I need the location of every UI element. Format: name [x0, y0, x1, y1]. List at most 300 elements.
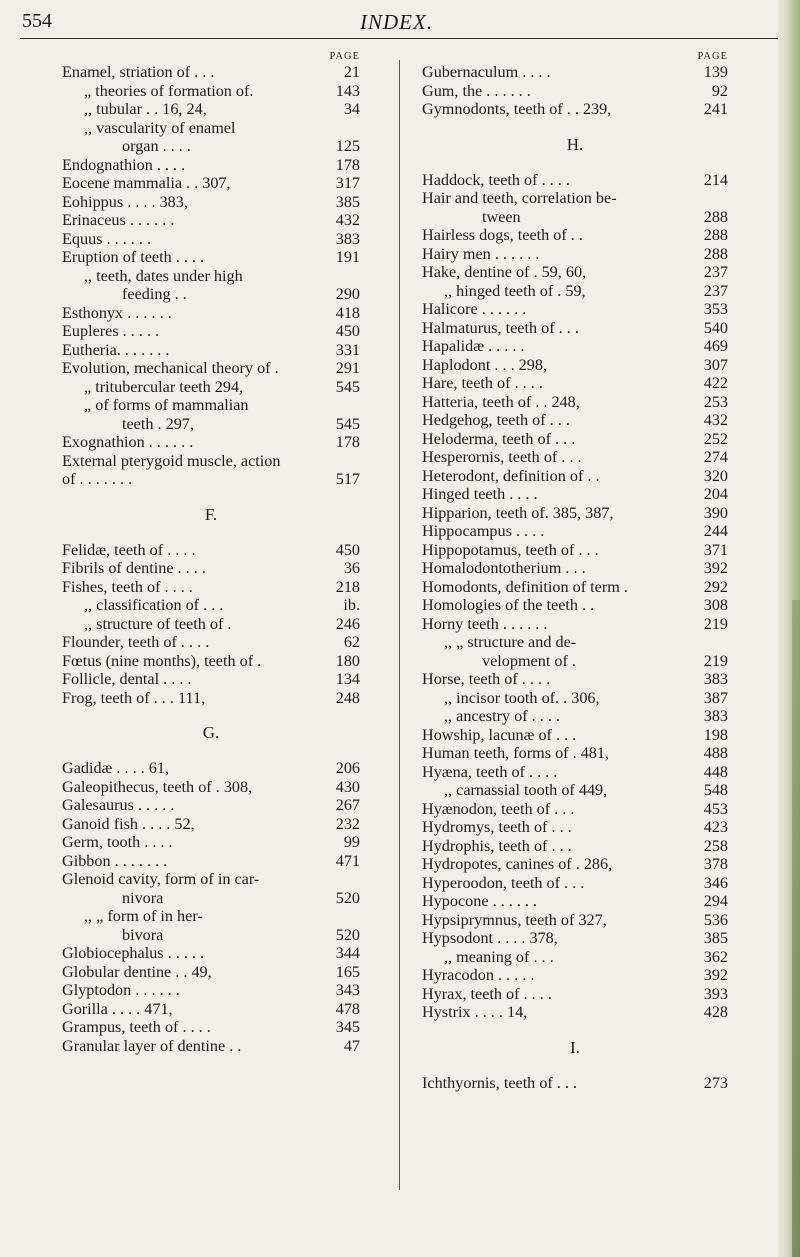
index-entry-text: Erinaceus . . . . . . — [62, 211, 175, 229]
index-entry — [62, 322, 360, 341]
index-entry — [62, 778, 360, 797]
index-entry — [422, 744, 728, 763]
index-entry-text: Endognathion . . . . — [62, 155, 186, 174]
index-entry — [62, 230, 360, 249]
index-entry-text: Horny teeth . . . . . . — [422, 614, 548, 633]
index-entry-text: Flounder, teeth of . . . . — [62, 633, 210, 651]
index-entry — [422, 707, 728, 726]
index-entry-page: 362 — [703, 947, 728, 966]
index-entry — [62, 137, 360, 156]
index-entry-page: 219 — [703, 614, 728, 633]
index-entry-page: 99 — [343, 833, 360, 851]
index-entry-page: 292 — [703, 577, 728, 596]
index-entry — [62, 433, 360, 452]
index-entry — [62, 359, 360, 378]
index-entry-text: Homalodontotherium . . . — [422, 559, 586, 577]
index-entry — [62, 100, 360, 119]
index-entry-text: Human teeth, forms of . 481, — [422, 744, 610, 762]
index-entry-text: of . . . . . . . — [62, 470, 133, 488]
index-entry — [62, 963, 360, 982]
index-entry-text: Esthonyx . . . . . . — [62, 303, 172, 322]
index-entry-page: 178 — [335, 155, 360, 174]
index-entry-text: Eocene mammalia . . 307, — [62, 174, 231, 192]
index-entry — [62, 1018, 360, 1037]
index-entry — [422, 689, 728, 708]
index-entry-text: Evolution, mechanical theory of . — [62, 359, 279, 377]
index-entry — [62, 870, 360, 889]
index-entry — [422, 356, 728, 375]
index-entry-text: Hypsiprymnus, teeth of 327, — [422, 910, 607, 929]
index-entry-page: 308 — [703, 596, 728, 614]
index-entry — [62, 852, 360, 871]
index-entry-page: 237 — [703, 263, 728, 281]
index-entry — [422, 966, 728, 985]
index-entry — [422, 263, 728, 282]
index-entry — [422, 467, 728, 486]
index-entry-text: ,, meaning of . . . — [444, 947, 554, 966]
index-entry-text: ,, structure of teeth of . — [84, 614, 232, 633]
index-entry-text: Eruption of teeth . . . . — [62, 248, 205, 266]
index-entry-text: ,, classification of . . . — [84, 596, 224, 614]
section-letter: F. — [204, 504, 218, 524]
index-entry — [62, 174, 360, 193]
index-entry — [422, 82, 728, 101]
index-entry — [422, 189, 728, 208]
index-entry — [422, 855, 728, 874]
index-entry-text: Germ, tooth . . . . — [62, 833, 173, 851]
index-entry-page: 383 — [703, 707, 728, 725]
index-entry-page: 517 — [335, 470, 360, 488]
index-entry — [422, 411, 728, 430]
index-entry — [422, 652, 728, 671]
index-entry — [62, 615, 360, 634]
index-entry — [422, 319, 728, 338]
index-entry-text: Hesperornis, teeth of . . . — [422, 448, 582, 466]
index-entry — [62, 82, 360, 101]
index-entry-page: 540 — [703, 318, 728, 337]
index-entry-page: 62 — [343, 633, 360, 651]
index-entry-text: Gubernaculum . . . . — [422, 63, 551, 81]
index-entry-page: 430 — [335, 777, 360, 796]
index-entry-text: ,, carnassial tooth of 449, — [444, 781, 608, 799]
index-entry-text: Gorilla . . . . 471, — [62, 999, 173, 1018]
index-entry-page: 288 — [703, 207, 728, 226]
index-entry — [62, 689, 360, 708]
index-entry-page: 125 — [335, 137, 360, 155]
index-entry-text: Eupleres . . . . . — [62, 322, 160, 340]
index-entry — [422, 1003, 728, 1022]
index-entry — [422, 448, 728, 467]
index-entry — [62, 304, 360, 323]
index-entry-text: Haplodont . . . 298, — [422, 355, 547, 374]
index-entry-page: 291 — [335, 359, 360, 377]
index-entry-page: 453 — [703, 799, 728, 818]
index-entry-page: 378 — [703, 855, 728, 873]
index-entry-page: 180 — [335, 651, 360, 670]
index-entry — [62, 211, 360, 230]
section-letter: I. — [570, 1037, 580, 1057]
index-entry-text: Heterodont, definition of . . — [422, 466, 600, 485]
index-entry — [62, 759, 360, 778]
index-entry-text: Howship, lacunæ of . . . — [422, 725, 577, 744]
section-letter: G. — [202, 723, 220, 742]
index-entry-text: Hippocampus . . . . — [422, 522, 545, 540]
index-entry-text: Hatteria, teeth of . . 248, — [422, 392, 580, 411]
index-entry-text: Hydromys, teeth of . . . — [422, 818, 572, 836]
index-entry-text: Ichthyornis, teeth of . . . — [422, 1073, 578, 1092]
index-entry-page: 390 — [703, 503, 728, 522]
index-entry — [422, 504, 728, 523]
index-entry-page: 393 — [703, 984, 728, 1003]
index-entry-text: External pterygoid muscle, action — [62, 451, 281, 470]
index-entry-text: ,, incisor tooth of. . 306, — [444, 688, 600, 707]
index-entry-page: 383 — [335, 229, 360, 248]
index-entry-page: 218 — [335, 577, 360, 596]
index-entry-text: ,, „ form of in her- — [84, 907, 203, 925]
index-entry-page: 92 — [711, 81, 728, 100]
index-entry-text: ,, teeth, dates under high — [84, 266, 243, 285]
index-entry-page: 317 — [335, 174, 360, 192]
index-entry-text: velopment of . — [482, 651, 576, 670]
index-entry-text: Hypsodont . . . . 378, — [422, 929, 558, 947]
index-entry-page: 290 — [335, 285, 360, 303]
index-entry — [422, 208, 728, 227]
index-entry-page: 219 — [703, 651, 728, 670]
page-title: INDEX. — [360, 10, 434, 34]
index-entry-page: 423 — [703, 818, 728, 836]
index-entry-text: Globiocephalus . . . . . — [62, 944, 205, 962]
index-entry — [422, 226, 728, 245]
index-entry — [422, 578, 728, 597]
index-entry-page: 143 — [335, 81, 360, 100]
index-entry — [422, 633, 728, 652]
index-entry-text: Homologies of the teeth . . — [422, 596, 595, 614]
index-entry — [422, 393, 728, 412]
index-entry — [422, 559, 728, 578]
index-entry-text: ,, vascularity of enamel — [84, 118, 236, 137]
index-entry-text: Hypocone . . . . . . — [422, 892, 538, 910]
index-entry-text: Hairy men . . . . . . — [422, 244, 540, 263]
index-entry — [62, 1000, 360, 1019]
page-column-heading: PAGE — [329, 51, 360, 62]
index-entry-page: 343 — [335, 981, 360, 999]
index-entry-page: 21 — [343, 63, 360, 81]
index-entry-page: 344 — [335, 944, 360, 962]
index-entry-text: Galesaurus . . . . . — [62, 796, 175, 814]
index-entry — [62, 119, 360, 138]
index-entry — [62, 452, 360, 471]
index-entry-page: 178 — [335, 433, 360, 451]
index-entry-text: Gibbon . . . . . . . — [62, 851, 168, 870]
index-entry — [422, 985, 728, 1004]
index-entry — [422, 837, 728, 856]
index-entry — [422, 874, 728, 893]
index-entry-page: 536 — [703, 910, 728, 929]
index-entry-text: ,, ancestry of . . . . — [444, 707, 560, 725]
index-entry — [422, 63, 728, 82]
index-entry-page: 448 — [703, 762, 728, 781]
section-letter: H. — [566, 134, 584, 154]
index-entry-page: 47 — [343, 1036, 360, 1055]
index-entry — [422, 300, 728, 319]
index-entry-page: 428 — [703, 1003, 728, 1021]
index-entry-page: 331 — [335, 340, 360, 359]
index-entry — [62, 63, 360, 82]
index-entry — [62, 341, 360, 360]
index-entry — [62, 815, 360, 834]
index-entry-text: bivora — [122, 925, 164, 944]
index-entry-text: ,, hinged teeth of . 59, — [444, 281, 586, 300]
index-entry — [62, 396, 360, 415]
index-entry-page: 165 — [335, 962, 360, 981]
index-entry-text: Hydrophis, teeth of . . . — [422, 836, 572, 855]
index-entry — [422, 596, 728, 615]
index-entry-text: tween — [482, 207, 521, 226]
index-entry-page: 191 — [335, 248, 360, 266]
index-entry — [422, 171, 728, 190]
index-entry-page: 353 — [703, 300, 728, 318]
index-entry-page: 320 — [703, 466, 728, 485]
column-divider — [399, 60, 400, 1190]
index-entry-text: Hyænodon, teeth of . . . — [422, 799, 575, 818]
index-entry-text: Hyperoodon, teeth of . . . — [422, 873, 585, 892]
index-entry-page: 288 — [703, 226, 728, 244]
index-entry — [422, 245, 728, 264]
index-entry — [422, 781, 728, 800]
index-entry-text: Hippopotamus, teeth of . . . — [422, 540, 599, 559]
index-entry-page: 248 — [335, 688, 360, 707]
index-entry-page: 244 — [703, 522, 728, 540]
right-column — [422, 44, 728, 1092]
index-entry-text: teeth . 297, — [122, 414, 194, 433]
index-entry-page: 273 — [703, 1073, 728, 1092]
index-entry-page: 36 — [343, 559, 360, 577]
index-entry-text: Frog, teeth of . . . 111, — [62, 688, 206, 707]
index-entry-text: Hare, teeth of . . . . — [422, 374, 543, 392]
index-entry-text: Equus . . . . . . — [62, 229, 152, 248]
index-entry-text: Hyæna, teeth of . . . . — [422, 762, 558, 781]
index-entry-text: Hedgehog, teeth of . . . — [422, 411, 570, 429]
index-entry-text: Halmaturus, teeth of . . . — [422, 318, 579, 337]
index-entry — [62, 926, 360, 945]
index-entry-page: 246 — [335, 614, 360, 633]
index-entry-page: 252 — [703, 429, 728, 448]
page-header — [0, 8, 800, 38]
index-entry — [422, 522, 728, 541]
index-entry-text: feeding . . — [122, 285, 187, 303]
index-entry-page: 139 — [703, 63, 728, 81]
index-entry-text: Heloderma, teeth of . . . — [422, 429, 576, 448]
index-entry — [62, 889, 360, 908]
index-entry-page: 134 — [335, 670, 360, 688]
index-entry-page: 288 — [703, 244, 728, 263]
index-entry — [422, 929, 728, 948]
index-entry-page: 385 — [703, 929, 728, 947]
index-entry-page: 450 — [335, 322, 360, 340]
index-entry-page: 418 — [335, 303, 360, 322]
index-entry-text: Haddock, teeth of . . . . — [422, 170, 570, 189]
index-entry — [422, 948, 728, 967]
index-entry-text: Homodonts, definition of term . — [422, 577, 628, 596]
index-entry — [62, 193, 360, 212]
index-entry — [62, 559, 360, 578]
index-entry-page: 432 — [335, 211, 360, 229]
index-entry — [422, 337, 728, 356]
index-entry-page: 258 — [703, 836, 728, 855]
index-entry — [62, 670, 360, 689]
index-entry-text: Follicle, dental . . . . — [62, 670, 192, 688]
index-entry — [62, 470, 360, 489]
index-entry — [62, 578, 360, 597]
index-entry — [62, 285, 360, 304]
index-entry-text: nivora — [122, 888, 164, 907]
left-column — [62, 44, 360, 1055]
index-entry — [422, 100, 728, 119]
page-edge-shadow — [792, 600, 800, 1257]
index-entry-page: 34 — [343, 100, 360, 118]
index-entry — [422, 800, 728, 819]
index-entry — [62, 596, 360, 615]
index-entry — [422, 615, 728, 634]
index-entry-page: 520 — [335, 888, 360, 907]
index-entry-text: Gum, the . . . . . . — [422, 81, 531, 100]
index-entry-page: 237 — [703, 281, 728, 300]
index-entry-text: Ganoid fish . . . . 52, — [62, 814, 195, 833]
index-entry-text: Gadidæ . . . . 61, — [62, 759, 170, 777]
index-entry-text: ,, „ structure and de- — [444, 633, 577, 651]
page-number: 554 — [22, 10, 52, 32]
index-entry — [62, 541, 360, 560]
index-entry-text: Hairless dogs, teeth of . . — [422, 226, 583, 244]
index-entry-page: 422 — [703, 374, 728, 392]
index-entry-page: 548 — [703, 781, 728, 799]
index-entry-page: 345 — [335, 1018, 360, 1036]
index-entry-page: 387 — [703, 688, 728, 707]
index-entry-page: 520 — [335, 925, 360, 944]
index-entry-text: Fœtus (nine months), teeth of . — [62, 651, 262, 670]
index-entry-page: 267 — [335, 796, 360, 814]
index-entry-page: 545 — [335, 414, 360, 433]
index-entry-text: Halicore . . . . . . — [422, 300, 527, 318]
index-entry — [62, 944, 360, 963]
index-entry-page: 469 — [703, 337, 728, 355]
index-entry-text: Felidæ, teeth of . . . . — [62, 540, 196, 559]
index-entry — [62, 156, 360, 175]
index-entry-text: Granular layer of dentine . . — [62, 1036, 242, 1055]
index-entry — [62, 1037, 360, 1056]
index-entry — [422, 911, 728, 930]
index-entry-text: Gymnodonts, teeth of . . 239, — [422, 100, 612, 118]
index-entry-text: Grampus, teeth of . . . . — [62, 1018, 211, 1036]
index-entry-text: Exognathion . . . . . . — [62, 433, 194, 451]
index-entry — [62, 248, 360, 267]
index-entry-page: 545 — [335, 377, 360, 396]
index-entry-text: Glyptodon . . . . . . — [62, 981, 180, 999]
index-entry-page: 392 — [703, 966, 728, 984]
index-entry-text: Enamel, striation of . . . — [62, 63, 215, 81]
index-entry — [62, 633, 360, 652]
index-entry-page: 204 — [703, 485, 728, 503]
index-entry-page: 346 — [703, 873, 728, 892]
index-entry — [62, 267, 360, 286]
index-entry-text: Hipparion, teeth of. 385, 387, — [422, 503, 614, 522]
index-entry-text: „ theories of formation of. — [84, 81, 254, 100]
index-entry — [62, 378, 360, 397]
index-entry — [62, 652, 360, 671]
index-entry-page: 478 — [335, 999, 360, 1018]
index-entry — [422, 1074, 728, 1093]
index-entry-page: 432 — [703, 411, 728, 429]
index-entry — [422, 763, 728, 782]
index-entry-text: Hyrax, teeth of . . . . — [422, 984, 552, 1003]
index-entry-text: Fibrils of dentine . . . . — [62, 559, 206, 577]
index-entry-text: Hake, dentine of . 59, 60, — [422, 263, 587, 281]
index-entry-text: Hair and teeth, correlation be- — [422, 189, 617, 207]
index-entry — [422, 485, 728, 504]
index-entry-page: 232 — [335, 814, 360, 833]
index-entry-page: 488 — [703, 744, 728, 762]
index-entry-page: 392 — [703, 559, 728, 577]
index-entry-text: „ tritubercular teeth 294, — [84, 377, 244, 396]
index-entry-page: 294 — [703, 892, 728, 910]
index-entry — [62, 981, 360, 1000]
index-entry-text: Hyracodon . . . . . — [422, 966, 535, 984]
index-entry — [422, 430, 728, 449]
index-entry-text: Galeopithecus, teeth of . 308, — [62, 777, 253, 796]
index-entry-text: „ of forms of mammalian — [84, 396, 249, 414]
index-entry-page: 274 — [703, 448, 728, 466]
index-entry-text: organ . . . . — [122, 137, 191, 155]
index-entry-text: Hystrix . . . . 14, — [422, 1003, 528, 1021]
index-entry — [62, 796, 360, 815]
index-entry-text: Horse, teeth of . . . . — [422, 670, 551, 688]
index-entry-page: 471 — [335, 851, 360, 870]
index-entry-page: 307 — [703, 355, 728, 374]
index-entry-text: Fishes, teeth of . . . . — [62, 577, 193, 596]
index-entry — [62, 415, 360, 434]
index-entry — [422, 541, 728, 560]
index-entry — [422, 818, 728, 837]
index-entry-page: 450 — [335, 540, 360, 559]
index-entry-page: 383 — [703, 670, 728, 688]
index-entry-page: 241 — [703, 100, 728, 118]
index-entry — [62, 907, 360, 926]
index-entry — [62, 833, 360, 852]
index-entry-text: Hydropotes, canines of . 286, — [422, 855, 613, 873]
index-entry-page: 385 — [335, 192, 360, 211]
index-entry-text: Glenoid cavity, form of in car- — [62, 870, 260, 888]
index-entry-page: ib. — [343, 596, 360, 614]
index-entry — [422, 374, 728, 393]
index-entry — [422, 282, 728, 301]
index-entry-text: Hinged teeth . . . . — [422, 485, 538, 503]
index-entry-text: Globular dentine . . 49, — [62, 962, 212, 981]
index-entry — [422, 892, 728, 911]
index-entry — [422, 726, 728, 745]
index-entry-page: 371 — [703, 540, 728, 559]
page-column-heading: PAGE — [697, 51, 728, 62]
index-entry-text: ,, tubular . . 16, 24, — [84, 100, 207, 118]
index-entry-text: Eutheria. . . . . . . — [62, 340, 170, 359]
index-entry-page: 253 — [703, 392, 728, 411]
index-entry-page: 214 — [703, 170, 728, 189]
header-rule — [20, 38, 778, 39]
index-entry-page: 198 — [703, 725, 728, 744]
index-entry — [422, 670, 728, 689]
index-entry-page: 206 — [335, 759, 360, 777]
index-entry-text: Eohippus . . . . 383, — [62, 192, 188, 211]
index-entry-text: Hapalidæ . . . . . — [422, 337, 525, 355]
